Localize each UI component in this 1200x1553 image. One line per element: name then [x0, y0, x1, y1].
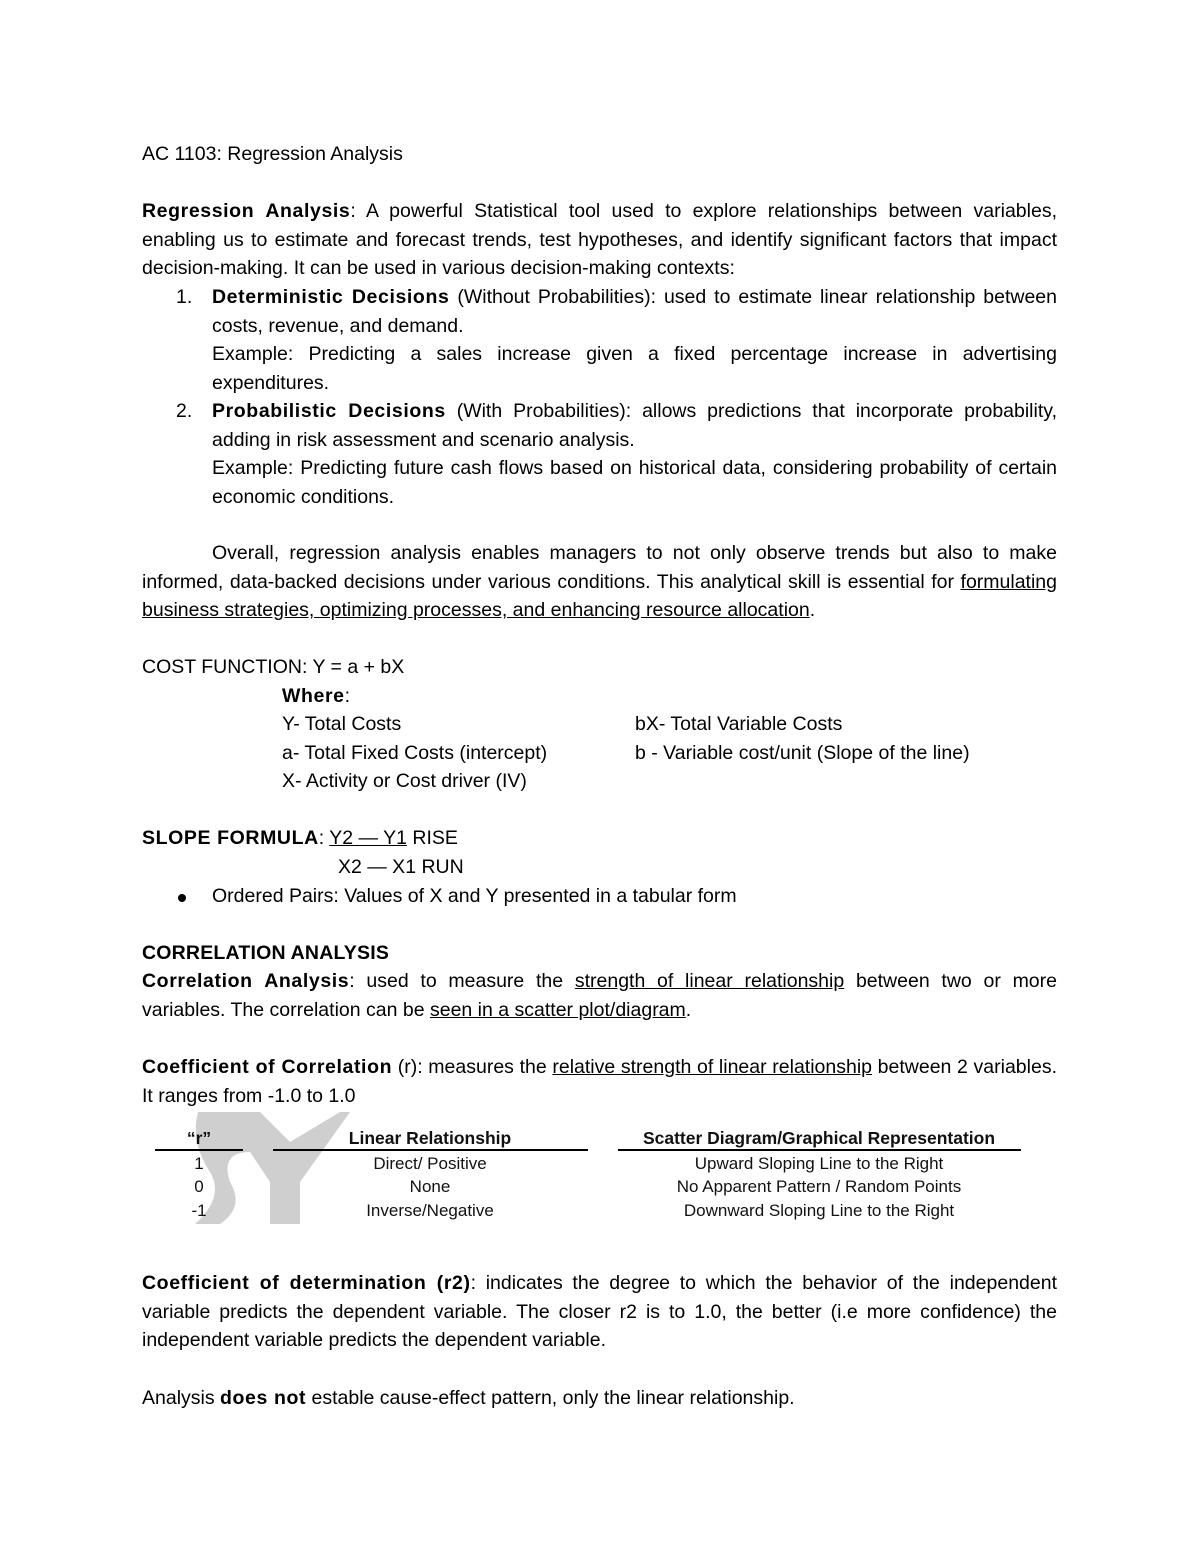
slope-rise: RISE	[406, 827, 458, 849]
watermark-graphic	[190, 1112, 350, 1232]
list-term-2: Probabilistic Decisions	[212, 400, 446, 422]
determination-paragraph: Coefficient of determination (r2): indicates the degree to which the behavior of the independent variable predicts the dependent variable. The closer r2 is to 1.0, the better (i.e more confidence) the independent variable predicts the dependent variable.	[142, 1272, 1057, 1352]
table-row-1-r: 1	[194, 1154, 204, 1173]
correlation-heading: CORRELATION ANALYSIS	[142, 942, 390, 964]
correlation-paragraph: Correlation Analysis: used to measure the strength of linear relationship between two or more variables. The correlation can be seen in a scatter plot/diagram.	[142, 970, 1057, 1021]
cost-def-variable-costs: bX- Total Variable Costs	[635, 713, 843, 735]
table-row-3-r: -1	[191, 1201, 207, 1220]
correlation-term: Correlation Analysis	[142, 970, 350, 992]
where-label: Where:	[282, 685, 351, 707]
table-row-2-linear: None	[409, 1177, 451, 1196]
list-term-1: Deterministic Decisions	[212, 286, 450, 308]
slope-label: SLOPE FORMULA	[142, 827, 319, 849]
overall-end: .	[809, 599, 816, 622]
list-example-1: Example: Predicting a sales increase given a fixed percentage increase in advertising expenditures.	[212, 343, 1057, 394]
determination-term: Coefficient of determination (r2)	[142, 1272, 471, 1294]
bullet-dot-icon	[178, 894, 186, 902]
table-row-3-linear: Inverse/Negative	[366, 1201, 494, 1220]
slope-numerator: Y2 — Y1	[329, 827, 407, 849]
table-row-2-scatter: No Apparent Pattern / Random Points	[676, 1177, 962, 1196]
overall-paragraph	[142, 539, 1057, 625]
list-number-1: 1.	[176, 286, 193, 308]
table-rule-linear	[273, 1149, 588, 1151]
table-header-r: “r”	[186, 1128, 212, 1148]
intro-term: Regression Analysis	[142, 200, 351, 222]
cost-def-activity: X- Activity or Cost driver (IV)	[282, 770, 527, 792]
cost-def-slope: b - Variable cost/unit (Slope of the line)	[635, 742, 970, 764]
cost-def-total-costs: Y- Total Costs	[282, 713, 402, 735]
cost-def-fixed-costs: a- Total Fixed Costs (intercept)	[282, 742, 548, 764]
table-rule-r	[155, 1149, 243, 1151]
list-example-2: Example: Predicting future cash flows based on historical data, considering probability of certain economic conditions.	[212, 457, 1057, 508]
slope-denominator: X2 — X1 RUN	[338, 856, 464, 878]
ordered-pairs-bullet: Ordered Pairs: Values of X and Y presented in a tabular form	[212, 885, 737, 907]
table-header-linear: Linear Relationship	[348, 1128, 512, 1148]
intro-paragraph	[142, 197, 1057, 283]
list-number-2: 2.	[176, 400, 193, 422]
table-row-2-r: 0	[194, 1177, 204, 1196]
overall-text: Overall, regression analysis enables managers to not only observe trends but also to make informed, data-backed decisions under various conditions. This analytical skill is essential for	[142, 542, 1057, 593]
table-rule-scatter	[618, 1149, 1021, 1151]
table-row-1-scatter: Upward Sloping Line to the Right	[694, 1154, 944, 1173]
list-item-deterministic	[212, 283, 1057, 340]
list-item-probabilistic	[212, 397, 1057, 454]
list-text-1: (Without Probabilities): used to estimate linear relationship between costs, revenue, and demand.	[212, 286, 1057, 337]
list-text-2: (With Probabilities): allows predictions that incorporate probability, adding in risk assessment and scenario analysis.	[212, 400, 1057, 451]
table-header-scatter: Scatter Diagram/Graphical Representation	[642, 1128, 996, 1148]
overall-underlined: formulating business strategies, optimizing processes, and enhancing resource allocation	[142, 570, 1057, 622]
coefficient-paragraph: Coefficient of Correlation (r): measures the relative strength of linear relationship between 2 variables. It ranges from -1.0 to 1.0	[142, 1056, 1058, 1107]
table-row-1-linear: Direct/ Positive	[373, 1154, 487, 1173]
coefficient-term: Coefficient of Correlation	[142, 1056, 393, 1078]
table-row-3-scatter: Downward Sloping Line to the Right	[683, 1201, 955, 1220]
document-title: AC 1103: Regression Analysis	[142, 143, 403, 165]
cost-function-heading: COST FUNCTION: Y = a + bX	[142, 656, 405, 678]
closing-sentence: Analysis does not estable cause-effect pattern, only the linear relationship.	[142, 1387, 795, 1409]
intro-text: : A powerful Statistical tool used to explore relationships between variables, enabling us to estimate and forecast trends, test hypotheses, and identify significant factors that impact decision-making. It can be used in various decision-making contexts:	[142, 200, 1057, 280]
slope-formula: SLOPE FORMULA: Y2 — Y1 RISE	[142, 827, 458, 849]
